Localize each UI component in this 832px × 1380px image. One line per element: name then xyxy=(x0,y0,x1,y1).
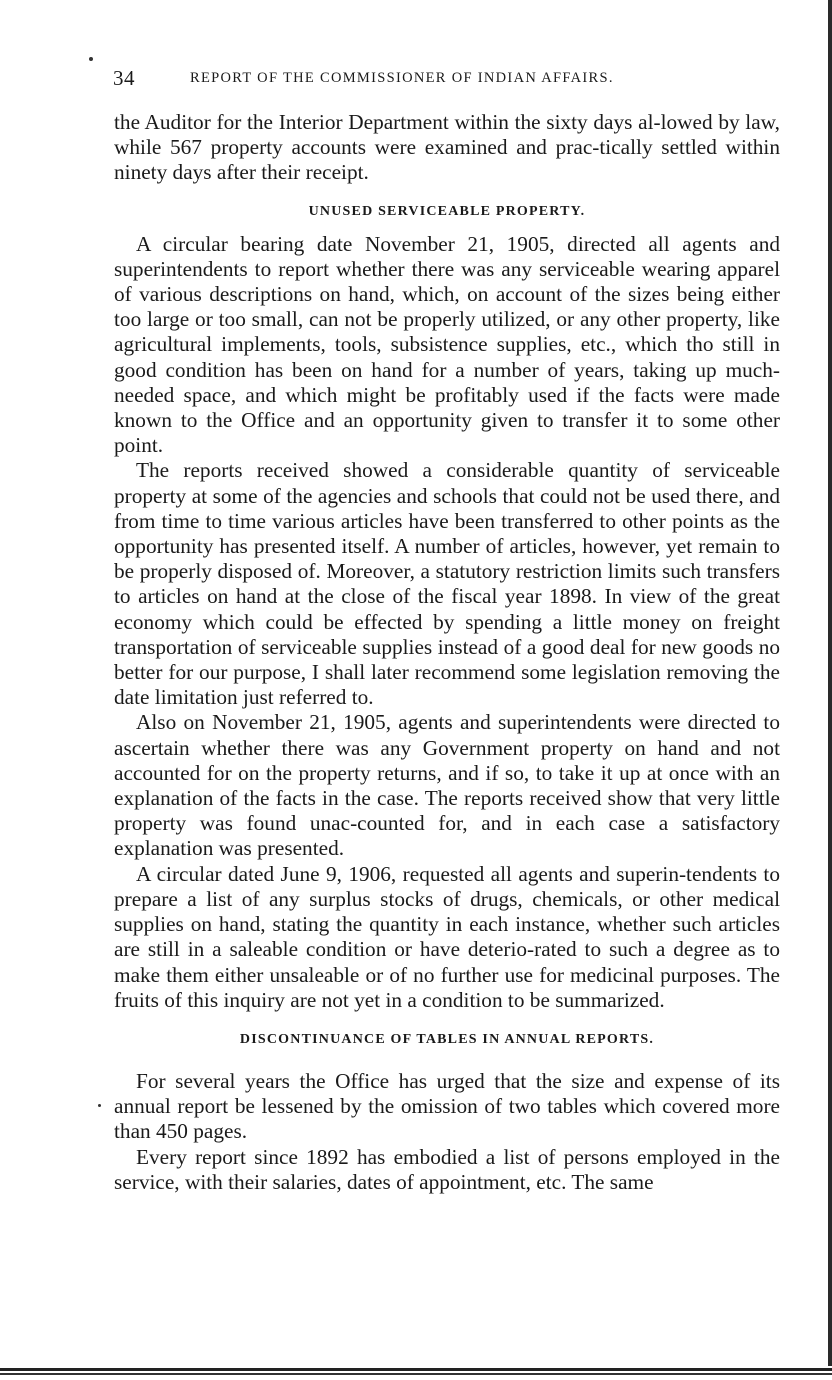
section-heading-discontinuance: DISCONTINUANCE OF TABLES IN ANNUAL REPORTS. xyxy=(239,1031,655,1047)
page-header xyxy=(113,66,783,92)
paragraph: The reports received showed a considerable quantity of serviceable property at some of the agencies and schools that could not be used there, and from time to time various articles have been transferred to other points as the opportunity has presented itself. A number of articles, however, yet remain to be properly disposed of. Moreover, a statutory restriction limits such transfers to articles on hand at the close of the fiscal year 1898. In view of the great economy which could be effected by spending a little money on freight transportation of serviceable supplies instead of a good deal for new goods no better for our purpose, I shall later recommend some legislation removing the date limitation just referred to. xyxy=(114,458,780,710)
paragraph-continued: the Auditor for the Interior Department within the sixty days al-lowed by law, while 567 property accounts were examined and prac-tically settled within ninety days after their receipt. xyxy=(114,110,780,185)
scan-speck xyxy=(98,1104,101,1107)
paragraph: A circular bearing date November 21, 1905, directed all agents and superintendents to report whether there was any serviceable wearing apparel of various descriptions on hand, which, on account of the sizes being either too large or too small, can not be properly utilized, or any other property, like agricultural implements, tools, subsistence supplies, etc., which tho still in good condition has been on hand for a number of years, taking up much-needed space, and which might be profitably used if the facts were made known to the Office and an opportunity given to transfer it to some other point. xyxy=(114,231,780,458)
paragraph: Also on November 21, 1905, agents and superintendents were directed to ascertain whether there was any Government property on hand and not accounted for on the property returns, and if so, to take it up at once with an explanation of the facts in the case. The reports received show that very little property was found unac-counted for, and in each case a satisfactory explanation was presented. xyxy=(114,710,780,861)
paragraph: A circular dated June 9, 1906, requested all agents and superin-tendents to prepare a list of any surplus stocks of drugs, chemicals, or other medical supplies on hand, stating the quantity in each instance, whether such articles are still in a saleable condition or have deterio-rated to such a degree as to make them either unsaleable or of no further use for medicinal purposes. The fruits of this inquiry are not yet in a condition to be summarized. xyxy=(114,861,780,1012)
page-number: 34 xyxy=(113,66,135,90)
page-body xyxy=(114,110,780,1195)
scan-edge xyxy=(828,0,832,1366)
section-heading-unused-property: UNUSED SERVICEABLE PROPERTY. xyxy=(308,203,586,219)
paragraph: For several years the Office has urged that the size and expense of its annual report be lessened by the omission of two tables which covered more than 450 pages. xyxy=(114,1068,780,1144)
scan-speck xyxy=(89,57,93,61)
running-head: REPORT OF THE COMMISSIONER OF INDIAN AFFAIRS. xyxy=(190,70,614,86)
paragraph: Every report since 1892 has embodied a list of persons employed in the service, with their salaries, dates of appointment, etc. The same xyxy=(114,1144,780,1194)
scan-bottom-border xyxy=(0,1366,832,1380)
